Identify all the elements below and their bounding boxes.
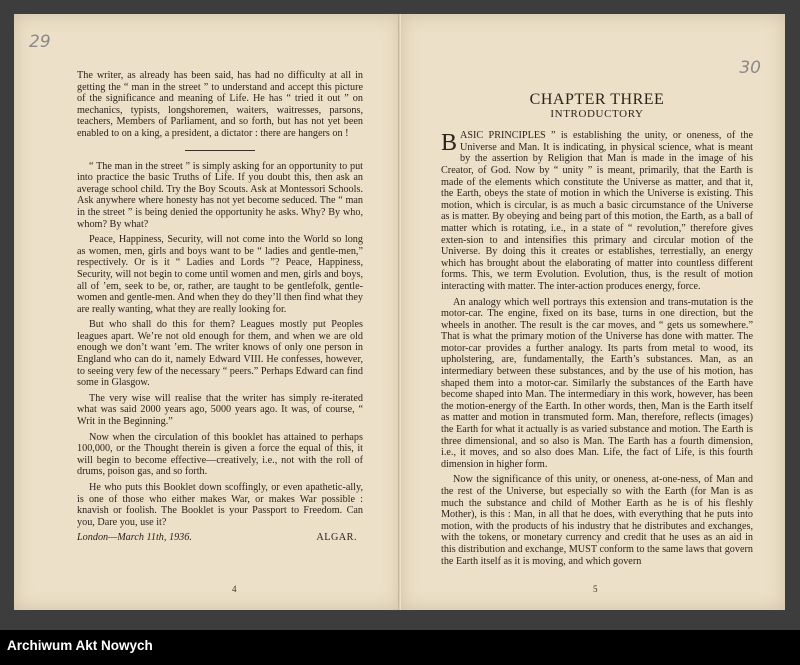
archive-footer-bar (0, 630, 800, 665)
paragraph (441, 130, 753, 292)
paragraph: Peace, Happiness, Security, will not come into the World so long as women, men, girls and boys want to be “ ladies and gentle-men,” respectively. Or is it “ Ladies and Lords ”? Peace, Happiness, Security, will not begin to come until women and men, girls and boys, all of ’em, seek to be, or, rather, are taught to be gentlefolk, gentle-women and gentle-men. And when they do they’ll then find what they are really wanting, what they are really looking for. (77, 234, 363, 315)
paragraph-text: ASIC PRINCIPLES ” is establishing the unity, or oneness, of the Universe and Man. It is indicating, in physical science, what is meant by the assertion by Religion that Man is made in the image of his Creator, of God. Now by “ unity ” is meant, primarily, that the Earth is made of the elements which constitute the Universe as matter, and that it, the Earth, obeys the state of motion in which the Universe is existing. This motion, which is circular, is as much a basic circumstance of the Universe as is matter. By obeying and being part of this motion, the Earth, as a ball of matter which is rotating, i.e., in a state of “ revolution,” therefore gives exten-sion to and intensifies this primary and circular motion of the Universe. By doing this it creates or establishes, terrestially, an energy which has brought about the elaborating of matter into countless different forms. This, we term Evolution. Evolution, thus, is the result of motion interacting with matter. The inter-action produces energy, force. (441, 130, 753, 292)
page-number-left: 4 (232, 584, 237, 594)
paragraph: He who puts this Booklet down scoffingly, or even apathetic-ally, is one of those who either makes War, or makes War possible : knavish or foolish. The Booklet is your Passport to Freedom. Can you, Dare you, use it? (77, 482, 363, 528)
pencil-page-number-right: 30 (739, 58, 761, 78)
right-page-text (441, 91, 753, 571)
paragraph: Now the significance of this unity, or oneness, at-one-ness, of Man and the rest of the Universe, but especially so with the Earth (for Man is as much the substance and child of Mother Earth as he is of his fleshly Mother), is this : Man, in all that he does, with everything that he puts into motion, with the products of his industry that he distributes and exchanges, with the tokens, or monetary currency and credit that he uses as an aid in this distribution and exchange, MUST conform to the same laws that govern the Earth itself as it is moving, and which govern (441, 474, 753, 567)
date-line: London—March 11th, 1936. (77, 532, 192, 544)
paragraph: Now when the circulation of this booklet has attained to perhaps 100,000, or the Thought therein is given a force the equal of this, it will begin to become effective—creatively, i.e., not with the roll of drums, poison gas, and so forth. (77, 431, 363, 478)
drop-cap: B (441, 130, 458, 157)
paragraph: The writer, as already has been said, has had no difficulty at all in getting the “ man in the street ” to understand and accept this picture of the significance and meaning of Life. He has “ tried it out ” on mechanics, typists, longshoremen, waiters, waitresses, parsons, teachers, Members of Parliament, and so forth, but has not yet been enabled to on a king, a president, a dictator : there are hangers on ! (77, 70, 363, 139)
paragraph: An analogy which well portrays this extension and trans-mutation is the motor-car. The engine, fixed on its base, turns in one direction, but the wheels in another. The result is the car moves, and “ gets us somewhere.” That is what the primary motion of the Universe has done with matter. The motor-car provides a further analogy. Its parts from metal to wood, its upholstering, are, fundamentally, the Earth’s substances. Man, as an intermediary between these substances, and by the use of his motion, has shaped them into a motor-car. Similarly the substances of the Earth have become shaped into Man. The intermediary in this work, however, has been the motion-energy of the Earth. In other words, then, Man is the Earth itself as matter and motion in transmuted form. Man, therefore, reflects (images) the Earth for what it actually is as varied substance and motion. The Earth is three dimensional, and so also is Man. The Earth has a fourth dimension, i.e., it moves, and so also does Man. Life, the fact of Life, is this fourth dimension in higher form. (441, 296, 753, 470)
right-page (401, 14, 785, 610)
chapter-subtitle: INTRODUCTORY (550, 107, 644, 120)
signature-line (77, 532, 363, 544)
archive-name: Archiwum Akt Nowych (7, 638, 153, 653)
pencil-page-number-left: 29 (29, 32, 51, 52)
page-number-right: 5 (593, 584, 598, 594)
paragraph: “ The man in the street ” is simply asking for an opportunity to put into practice the basic Truths of Life. If you doubt this, then ask an average school child. Try the Boy Scouts. Ask at Montessori Schools. Ask anywhere where honesty has not yet become seduced. The “ man in the street ” is being denied the opportunity he asks. Why? By who, whom? By what? (77, 160, 363, 230)
chapter-title: CHAPTER THREE (529, 91, 665, 108)
paragraph: But who shall do this for them? Leagues mostly put Peoples leagues apart. We’re not old enough for them, and when we are old enough we don’t want ’em. The writer knows of only one person in England who can do it, namely Edward VIII. He confesses, however, to seeing very few of the necessary “ peers.” Perhaps Edward can find some in Glasgow. (77, 319, 363, 389)
author-signature: ALGAR. (316, 532, 357, 544)
paragraph: The very wise will realise that the writer has simply re-iterated what was said 2000 years ago, 5000 years ago. It was, of course, “ Writ in the Beginning.” (77, 392, 363, 428)
left-page-text (77, 70, 363, 544)
left-page (14, 14, 400, 610)
section-divider (185, 150, 255, 151)
